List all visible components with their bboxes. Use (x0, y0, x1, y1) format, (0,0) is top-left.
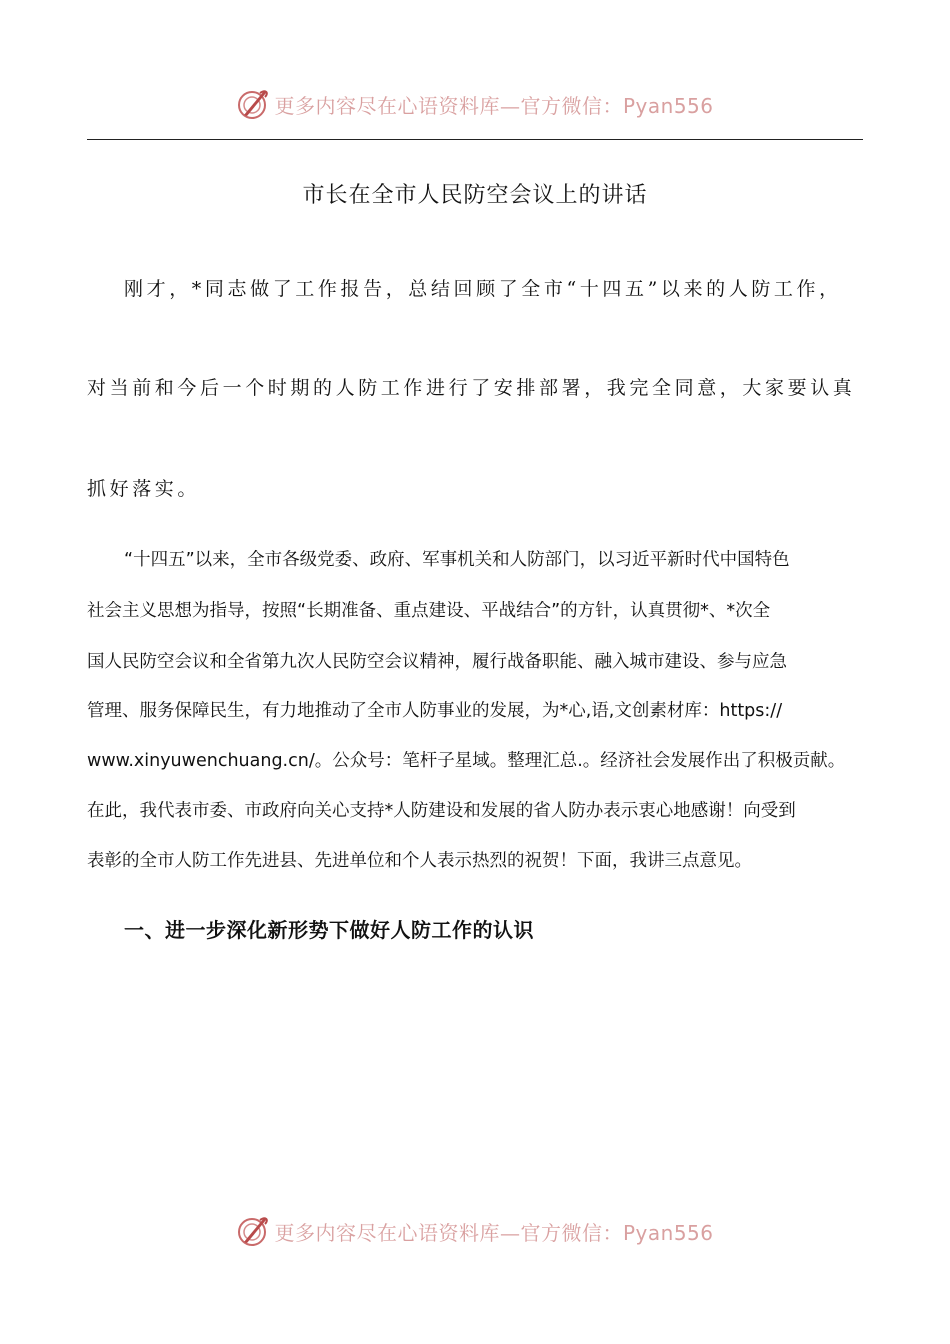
body-line-3: 国人民防空会议和全省第九次人民防空会议精神，履行战备职能、融入城市建设、参与应急 (87, 652, 787, 672)
body-line-5: www.xinyuwenchuang.cn/。公众号：笔杆子星域。整理汇总.。经济社会发展作出了积极贡献。 (87, 751, 846, 771)
banner-wechat-id: Pyan556 (622, 1220, 714, 1245)
quill-logo-icon (236, 87, 270, 121)
intro-line-1: 刚才，*同志做了工作报告，总结回顾了全市“十四五”以来的人防工作， (124, 278, 842, 300)
section-heading-1: 一、进一步深化新形势下做好人防工作的认识 (124, 918, 534, 942)
intro-line-3: 抓好落实。 (87, 478, 201, 500)
quill-logo-icon (236, 1214, 270, 1248)
header-banner (0, 84, 950, 124)
body-line-7: 表彰的全市人防工作先进县、先进单位和个人表示热烈的祝贺！下面，我讲三点意见。 (87, 851, 752, 871)
banner-text-cn: 更多内容尽在心语资料库—官方微信： (274, 93, 623, 118)
page-title: 市长在全市人民防空会议上的讲话 (302, 183, 648, 208)
footer-banner (0, 1211, 950, 1251)
banner-wechat-id: Pyan556 (622, 93, 714, 118)
banner-text (274, 90, 713, 119)
body-line-2: 社会主义思想为指导，按照“长期准备、重点建设、平战结合”的方针，认真贯彻*、*次全 (87, 601, 771, 621)
body-line-6: 在此，我代表市委、市政府向关心支持*人防建设和发展的省人防办表示衷心地感谢！向受到 (87, 801, 796, 821)
intro-line-2: 对当前和今后一个时期的人防工作进行了安排部署，我完全同意，大家要认真 (87, 377, 856, 399)
banner-text-cn: 更多内容尽在心语资料库—官方微信： (274, 1220, 623, 1245)
banner-text (274, 1217, 713, 1246)
body-line-4: 管理、服务保障民生，有力地推动了全市人防事业的发展，为*心,语,文创素材库：https:// (87, 701, 783, 721)
body-line-1: “十四五”以来，全市各级党委、政府、军事机关和人防部门，以习近平新时代中国特色 (124, 550, 790, 570)
header-divider (87, 139, 863, 140)
